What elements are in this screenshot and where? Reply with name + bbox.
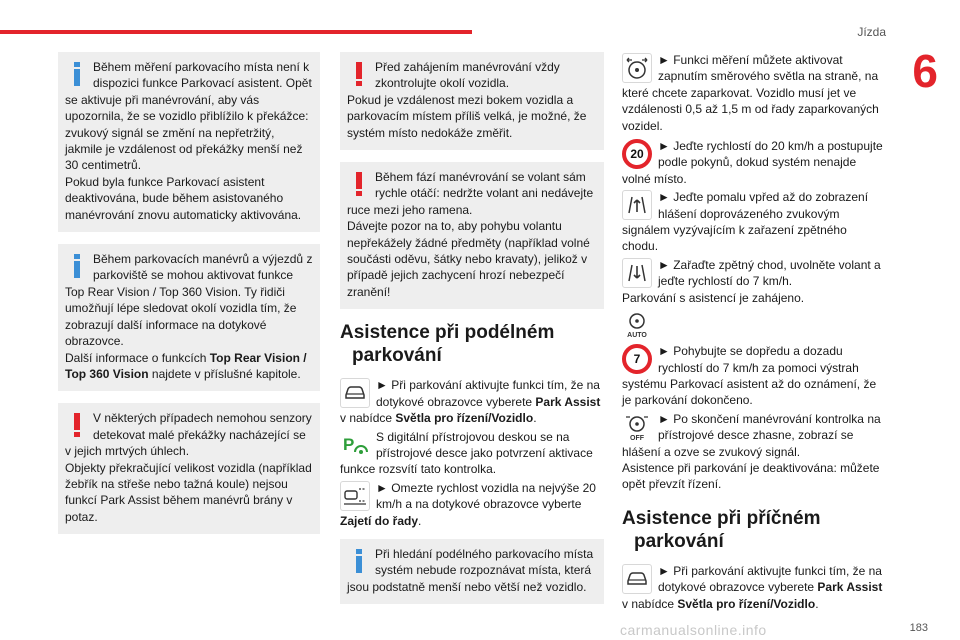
step-item: 7 ► Pohybujte se dopředu a dozadu rychlostí do 7 km/h za pomoci výstrah systému Parkovací asistent až do oznámení, že je parkování dokončeno. (622, 344, 877, 408)
step-item: ► Při parkování aktivujte funkci tím, že na dotykové obrazovce vyberete Park Assist v nabídce Světla pro řízení/Vozidlo. (340, 378, 601, 426)
note-text: Během měření parkovacího místa není k dispozici funkce Parkovací asistent. Opět se aktivuje při manévrování, aby vás upozornila, že se vozidlo přiblížilo k překážce: zvukový signál se změní na nepřetržitý, jakmile je vzdálenost od překážky menší než 30 centimetrů. (65, 60, 312, 173)
speed-limit-7-icon: 7 (622, 344, 652, 374)
svg-text:P: P (343, 434, 355, 454)
note-text: Při hledání podélného parkovacího místa systém nebude rozpoznávat místa, která jsou podstatně menší nebo větší než vozidlo. (347, 546, 594, 594)
parking-assist-icon (340, 430, 370, 460)
step-item: ► Zařaďte zpětný chod, uvolněte volant a jeďte rychlostí do 7 km/h. Parkování s asistencí je zahájeno. (622, 257, 881, 305)
warning-note (340, 52, 604, 150)
column-1 (58, 52, 320, 546)
info-icon (65, 251, 89, 279)
car-icon (622, 564, 652, 594)
note-text: Dávejte pozor na to, aby pohybu volantu nepřekážely žádné předměty (například volné součásti oděvu, šátky nebo kravaty), jelikož v případě jejich zachycení hrozí nebezpečí zranění! (347, 219, 590, 299)
turn-signal-steering-icon (622, 53, 652, 83)
info-note (58, 52, 320, 232)
warning-icon (347, 59, 371, 87)
note-text: Pokud je vzdálenost mezi bokem vozidla a parkovacím místem příliš velká, je možné, že systém místo nedokáže změřit. (347, 92, 587, 140)
step-item: ► Funkci měření můžete aktivovat zapnutím směrového světla na straně, na které chcete zaparkovat. Vozidlo musí jet ve vzdálenosti 0,5 až 1,5 m od řady zaparkovaných vozidel. (622, 53, 879, 133)
info-note (58, 244, 320, 391)
info-note (340, 539, 604, 604)
step-item: ► Jeďte pomalu vpřed až do zobrazení hlášení doprovázeného zvukovým signálem vyzývajícím k zařazení zpětného chodu. (622, 190, 869, 254)
step-item: P S digitální přístrojovou deskou se na přístrojové desce jako potvrzení aktivace funkce rozsvítí tato kontrolka. (340, 429, 593, 477)
warning-icon (347, 169, 371, 197)
section-title: Jízda (857, 25, 886, 39)
column-3 (622, 52, 886, 614)
off-steering-icon (622, 412, 652, 442)
chapter-number: 6 (912, 45, 938, 97)
forward-arrow-icon (622, 190, 652, 220)
note-text: Pokud byla funkce Parkovací asistent deaktivována, bude během asistovaného manévrování znovu automaticky aktivována. (65, 174, 302, 222)
section-heading: Asistence při příčném parkování (622, 507, 821, 552)
note-text: Další informace o funkcích Top Rear Vision / Top 360 Vision najdete v příslušné kapitole. (65, 350, 307, 381)
column-2 (340, 52, 604, 616)
info-icon (347, 546, 371, 574)
note-text: Před zahájením manévrování vždy zkontrolujte okolí vozidla. (375, 60, 560, 91)
reverse-arrow-icon (622, 258, 652, 288)
note-text: Objekty překračující velikost vozidla (například žebřík na střeše nebo tažná koule) nejsou funkcí Park Assist během manévrů brány v potaz. (65, 460, 312, 524)
note-text: V některých případech nemohou senzory detekovat malé překážky nacházející se v jejich mrtvých úhlech. (65, 411, 312, 459)
svg-text:AUTO: AUTO (627, 332, 647, 340)
step-item: OFF ► Po skončení manévrování kontrolka na přístrojové desce zhasne, zobrazí se hlášení a ozve se zvukový signál. Asistence při parkování je deaktivována: můžete opět převzít řízení. (622, 411, 881, 492)
warning-icon (65, 410, 89, 438)
warning-note (58, 403, 320, 534)
speed-limit-20-icon: 20 (622, 139, 652, 169)
section-heading: Asistence při podélném parkování (340, 322, 555, 367)
info-icon (65, 59, 89, 87)
warning-note (340, 162, 604, 309)
watermark: carmanualsonline.info (620, 622, 767, 638)
car-icon (340, 378, 370, 408)
parallel-parking-icon (340, 481, 370, 511)
note-text: Během fází manévrování se volant sám rychle otáčí: nedržte volant ani nedávejte ruce mezi jeho ramena. (347, 170, 594, 217)
page-number: 183 (909, 622, 928, 634)
auto-steering-icon (622, 309, 652, 339)
step-item: ► Při parkování aktivujte funkci tím, že na dotykové obrazovce vyberete Park Assist v nabídce Světla pro řízení/Vozidlo. (622, 563, 883, 611)
top-accent-bar (0, 30, 472, 34)
note-text: Během parkovacích manévrů a výjezdů z parkoviště se mohou aktivovat funkce Top Rear Vision / Top 360 Vision. Ty řidiči umožňují lépe sledovat okolí vozidla tím, že zobrazují další informace na dotykové obrazovce. (65, 252, 313, 349)
step-item: ► Omezte rychlost vozidla na nejvýše 20 km/h a na dotykové obrazovce vyberte Zajetí do řady. (340, 480, 596, 528)
step-item: 20 ► Jeďte rychlostí do 20 km/h a postupujte podle pokynů, dokud systém nenajde volné místo. (622, 139, 883, 186)
svg-text:OFF: OFF (630, 434, 644, 442)
